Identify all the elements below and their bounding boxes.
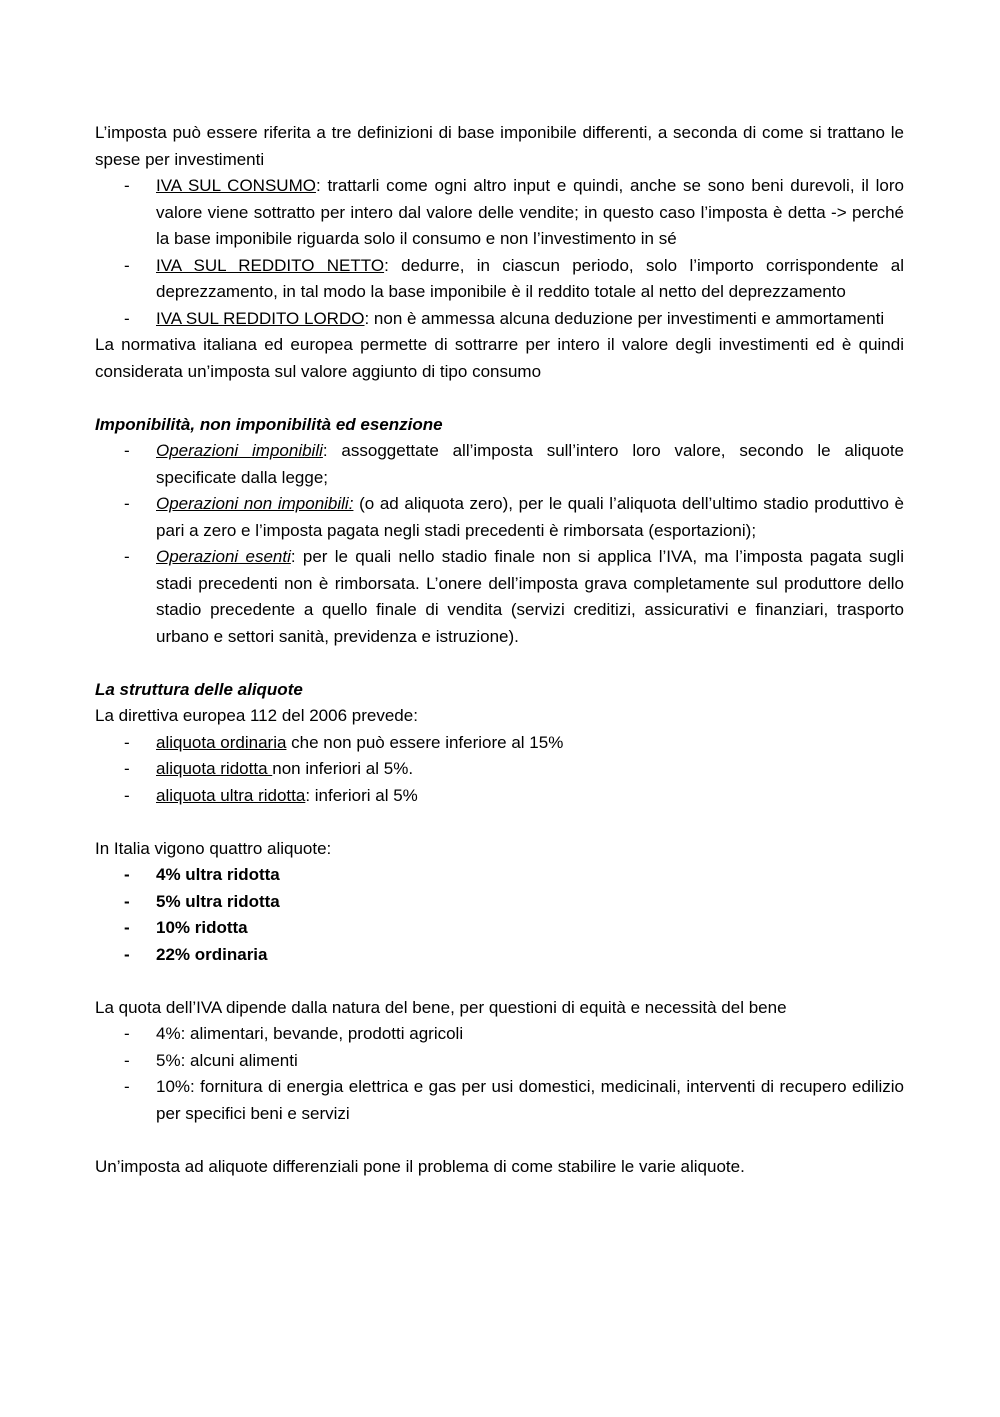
list-item: - 10% ridotta	[156, 915, 904, 942]
paragraph-normativa: La normativa italiana ed europea permette di sottrarre per intero il valore degli investimenti ed è quindi considerata un’imposta sul valore aggiunto di tipo consumo	[95, 335, 904, 381]
item-text: (o ad aliquota zero), per le quali l’aliquota dell’ultimo stadio produttivo è pari a zero e l’imposta pagata negli stadi precedenti è rimborsata (esportazioni);	[156, 494, 904, 540]
spacer	[95, 968, 904, 995]
paragraph-italia-aliquote: In Italia vigono quattro aliquote:	[95, 838, 332, 858]
heading-struttura-aliquote: La struttura delle aliquote	[95, 679, 303, 699]
list-item: - 5%: alcuni alimenti	[156, 1048, 904, 1075]
term-iva-consumo: IVA SUL CONSUMO	[156, 176, 316, 195]
item-text: : assoggettate all’imposta sull’intero loro valore, secondo le aliquote specificate dalla legge;	[156, 441, 904, 487]
list-item	[156, 544, 904, 650]
item-text: non inferiori al 5%.	[272, 759, 414, 778]
list-item	[156, 491, 904, 544]
item-text: : trattarli come ogni altro input e quindi, anche se sono beni durevoli, il loro valore viene sottratto per intero dal valore delle vendite; in questo caso l’imposta è detta -> perché la base imponibile riguarda solo il consumo e non l’investimento in sé	[156, 176, 904, 248]
term-iva-reddito-lordo: IVA SUL REDDITO LORDO	[156, 308, 365, 328]
italy-rates-list	[95, 862, 904, 968]
list-item: - 4% ultra ridotta	[156, 862, 904, 889]
list-item: - 22% ordinaria	[156, 942, 904, 969]
paragraph-direttiva: La direttiva europea 112 del 2006 prevede:	[95, 706, 418, 725]
paragraph-intro: L’imposta può essere riferita a tre definizioni di base imponibile differenti, a seconda di come si trattano le spese per investimenti	[95, 123, 904, 169]
term-operazioni-imponibili: Operazioni imponibili	[156, 441, 323, 460]
list-item	[156, 730, 904, 757]
list-item	[156, 253, 904, 306]
term-operazioni-esenti: Operazioni esenti	[156, 547, 291, 566]
tax-base-list	[95, 173, 904, 332]
list-item	[156, 306, 904, 333]
spacer	[95, 650, 904, 677]
paragraph-quota-iva: La quota dell’IVA dipende dalla natura del bene, per questioni di equità e necessità del bene	[95, 997, 787, 1017]
spacer	[95, 809, 904, 836]
spacer	[95, 1127, 904, 1154]
paragraph-conclusion: Un’imposta ad aliquote differenziali pone il problema di come stabilire le varie aliquote.	[95, 1156, 745, 1176]
term-aliquota-ordinaria: aliquota ordinaria	[156, 732, 287, 752]
spacer	[95, 385, 904, 412]
eu-rates-list	[95, 730, 904, 810]
item-text: che non può essere inferiore al 15%	[286, 732, 564, 752]
term-iva-reddito-netto: IVA SUL REDDITO NETTO	[156, 255, 385, 275]
list-item	[156, 756, 904, 783]
list-item: - 4%: alimentari, bevande, prodotti agricoli	[156, 1021, 904, 1048]
term-aliquota-ridotta: aliquota ridotta	[156, 759, 273, 778]
list-item	[156, 173, 904, 253]
list-item: - 10%: fornitura di energia elettrica e gas per usi domestici, medicinali, interventi di recupero edilizio per specifici beni e servizi	[156, 1074, 904, 1127]
item-text: : dedurre, in ciascun periodo, solo l’importo corrispondente al deprezzamento, in tal modo la base imponibile è il reddito totale al netto del deprezzamento	[156, 255, 904, 301]
item-text: : inferiori al 5%	[305, 785, 418, 805]
document-page	[95, 120, 904, 1180]
item-text: : per le quali nello stadio finale non si applica l’IVA, ma l’imposta pagata sugli stadi precedenti non è rimborsata. L’onere dell’imposta grava completamente sul produttore dello stadio precedente a quello finale di vendita (servizi creditizi, assicurativi e finanziari, trasporto urbano e settori sanità, previdenza e istruzione).	[156, 547, 904, 646]
term-operazioni-non-imponibili: Operazioni non imponibili:	[156, 494, 354, 513]
list-item	[156, 438, 904, 491]
list-item	[156, 783, 904, 810]
heading-imponibilita: Imponibilità, non imponibilità ed esenzione	[95, 414, 443, 434]
term-aliquota-ultra-ridotta: aliquota ultra ridotta	[156, 785, 306, 805]
goods-rates-list	[95, 1021, 904, 1127]
list-item: - 5% ultra ridotta	[156, 889, 904, 916]
item-text: : non è ammessa alcuna deduzione per investimenti e ammortamenti	[364, 308, 885, 328]
operations-list	[95, 438, 904, 650]
